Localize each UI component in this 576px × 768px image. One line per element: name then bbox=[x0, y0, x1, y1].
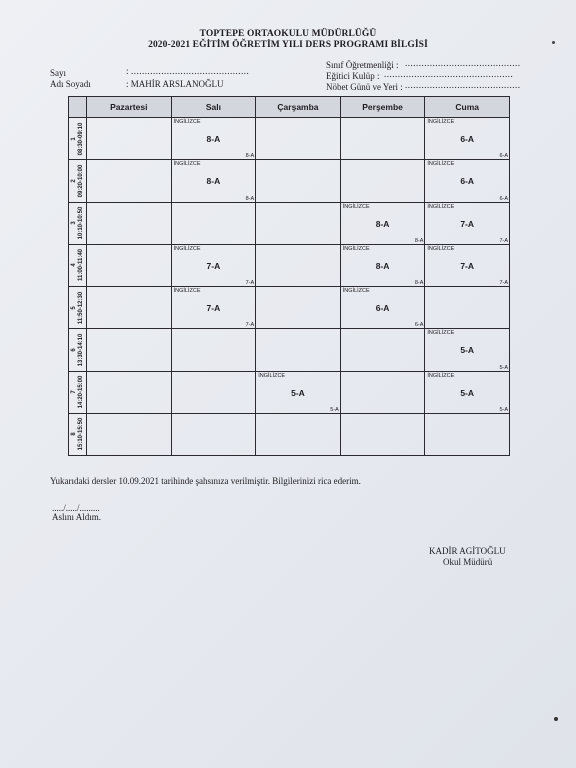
cell-p4-persembe bbox=[340, 244, 425, 286]
lesson-class-small: 6-A bbox=[414, 322, 424, 329]
lesson-subject: İNGİLİZCE bbox=[173, 245, 201, 252]
period-row-5 bbox=[69, 287, 510, 329]
cell-p4-cuma bbox=[425, 244, 510, 286]
day-header-sali: Salı bbox=[171, 97, 256, 118]
cell-p4-sali bbox=[171, 244, 256, 286]
lesson-subject: İNGİLİZCE bbox=[173, 161, 201, 168]
day-header-carsamba: Çarşamba bbox=[256, 97, 341, 118]
lesson-class: 5-A bbox=[291, 387, 305, 398]
date-dots: ...../...../......... bbox=[52, 503, 100, 513]
signer-name: KADİR AGİTOĞLU bbox=[429, 546, 506, 556]
lesson-class-small: 8-A bbox=[414, 237, 424, 244]
lesson-class: 5-A bbox=[460, 345, 475, 356]
school-title: TOPTEPE ORTAOKULU MÜDÜRLÜĞÜ bbox=[199, 29, 377, 39]
corner-cell bbox=[69, 97, 87, 118]
cell-p1-sali bbox=[171, 118, 256, 160]
lesson-class: 6-A bbox=[460, 134, 475, 144]
cell-p1-carsamba bbox=[256, 118, 341, 160]
period-label-1: 1 08:30-09:10 bbox=[69, 118, 87, 160]
cell-p7-pazartesi bbox=[87, 371, 172, 413]
lesson-class-small: 5-A bbox=[330, 406, 339, 413]
footer-note: Yukarıdaki dersler 10.09.2021 tarihinde şahsınıza verilmiştir. Bilgilerinizi rica ederim. bbox=[50, 476, 361, 486]
lesson-class-small: 7-A bbox=[245, 322, 255, 329]
lesson-class: 8-A bbox=[206, 176, 221, 187]
lesson-class-small: 8-A bbox=[245, 195, 255, 202]
nobet-gunu-dots: .......................................... bbox=[405, 80, 521, 90]
period-row-4 bbox=[69, 244, 510, 286]
period-label-8: 8 15:10-15:50 bbox=[69, 413, 87, 455]
cell-p7-carsamba bbox=[256, 371, 341, 413]
day-header-cuma: Cuma bbox=[425, 97, 510, 118]
cell-p1-persembe bbox=[340, 118, 425, 160]
lesson-subject: İNGİLİZCE bbox=[427, 372, 455, 379]
lesson-subject: İNGİLİZCE bbox=[427, 119, 455, 125]
lesson-subject: İNGİLİZCE bbox=[258, 372, 286, 379]
cell-p6-sali bbox=[171, 329, 256, 371]
lesson-subject: İNGİLİZCE bbox=[173, 288, 201, 294]
lesson-subject: İNGİLİZCE bbox=[342, 203, 370, 210]
cell-p8-pazartesi bbox=[87, 413, 172, 455]
lesson-class-small: 7-A bbox=[499, 280, 508, 286]
nobet-gunu-label: Nöbet Günü ve Yeri : bbox=[326, 82, 403, 92]
egitici-kulup-label: Eğitici Kulüp : bbox=[326, 71, 380, 81]
lesson-class-small: 8-A bbox=[245, 153, 255, 160]
lesson-class: 8-A bbox=[375, 218, 390, 229]
lesson-class-small: 6-A bbox=[499, 153, 508, 160]
cell-p1-pazartesi bbox=[87, 118, 172, 160]
cell-p3-sali bbox=[171, 202, 256, 244]
period-label-5: 5 11:50-12:30 bbox=[69, 287, 87, 329]
sayi-label: Sayı bbox=[50, 68, 67, 78]
lesson-class: 6-A bbox=[375, 303, 390, 313]
cell-p7-persembe bbox=[340, 371, 425, 413]
adi-soyadi-value: : MAHİR ARSLANOĞLU bbox=[126, 79, 224, 89]
period-label-7: 7 14:20-15:00 bbox=[69, 371, 87, 413]
cell-p6-persembe bbox=[340, 329, 425, 371]
cell-p6-pazartesi bbox=[87, 329, 172, 371]
lesson-class-small: 7-A bbox=[245, 280, 255, 286]
period-label-3: 3 10:10-10:50 bbox=[69, 202, 87, 244]
day-header-pazartesi: Pazartesi bbox=[87, 97, 172, 118]
header-row bbox=[69, 97, 510, 118]
sinif-ogretmenligi-dots: .......................................... bbox=[405, 58, 521, 68]
cell-p7-cuma bbox=[425, 371, 510, 413]
cell-p4-pazartesi bbox=[87, 244, 172, 286]
cell-p3-persembe bbox=[340, 202, 425, 244]
lesson-subject: İNGİLİZCE bbox=[427, 203, 455, 210]
lesson-subject: İNGİLİZCE bbox=[342, 288, 370, 294]
schedule-table bbox=[68, 96, 510, 456]
cell-p4-carsamba bbox=[256, 244, 341, 286]
lesson-subject: İNGİLİZCE bbox=[427, 161, 455, 168]
period-row-2 bbox=[69, 160, 510, 202]
sayi-dots: ........................................... bbox=[131, 66, 250, 76]
egitici-kulup-dots: ............................................... bbox=[384, 69, 514, 79]
cell-p3-cuma bbox=[425, 202, 510, 244]
period-row-1 bbox=[69, 118, 510, 160]
cell-p8-sali bbox=[171, 413, 256, 455]
period-row-3 bbox=[69, 202, 510, 244]
cell-p2-cuma bbox=[425, 160, 510, 202]
lesson-class-small: 5-A bbox=[499, 364, 508, 371]
lesson-subject: İNGİLİZCE bbox=[342, 245, 370, 252]
cell-p5-sali bbox=[171, 287, 256, 329]
cell-p8-persembe bbox=[340, 413, 425, 455]
adi-soyadi-label: Adı Soyadı bbox=[50, 79, 91, 89]
lesson-subject: İNGİLİZCE bbox=[427, 330, 455, 337]
cell-p5-pazartesi bbox=[87, 287, 172, 329]
day-header-persembe: Perşembe bbox=[340, 97, 425, 118]
sayi-colon: : bbox=[126, 66, 130, 76]
cell-p5-persembe bbox=[340, 287, 425, 329]
lesson-class-small: 7-A bbox=[499, 237, 508, 244]
program-title: 2020-2021 EĞİTİM ÖĞRETİM YILI DERS PROGRAMI BİLGİSİ bbox=[148, 40, 428, 50]
lesson-subject: İNGİLİZCE bbox=[173, 119, 201, 125]
cell-p2-sali bbox=[171, 160, 256, 202]
lesson-class: 5-A bbox=[460, 387, 475, 398]
cell-p7-sali bbox=[171, 371, 256, 413]
lesson-class: 7-A bbox=[460, 260, 475, 271]
aslini-aldim: Aslını Aldım. bbox=[52, 512, 102, 522]
cell-p8-cuma bbox=[425, 413, 510, 455]
page-mark-dot bbox=[552, 41, 555, 44]
cell-p3-carsamba bbox=[256, 202, 341, 244]
cell-p2-pazartesi bbox=[87, 160, 172, 202]
lesson-class: 7-A bbox=[460, 218, 475, 229]
cell-p5-carsamba bbox=[256, 287, 341, 329]
lesson-class-small: 6-A bbox=[499, 195, 508, 202]
lesson-class-small: 5-A bbox=[499, 406, 508, 413]
lesson-class: 7-A bbox=[206, 303, 221, 313]
page-mark-dot bbox=[554, 717, 558, 721]
lesson-class: 8-A bbox=[206, 134, 221, 144]
cell-p3-pazartesi bbox=[87, 202, 172, 244]
period-row-8 bbox=[69, 413, 510, 455]
cell-p8-carsamba bbox=[256, 413, 341, 455]
cell-p2-carsamba bbox=[256, 160, 341, 202]
period-label-2: 2 09:20-10:00 bbox=[69, 160, 87, 202]
cell-p5-cuma bbox=[425, 287, 510, 329]
lesson-class: 8-A bbox=[375, 260, 390, 271]
cell-p2-persembe bbox=[340, 160, 425, 202]
lesson-class-small: 8-A bbox=[414, 280, 424, 286]
cell-p1-cuma bbox=[425, 118, 510, 160]
cell-p6-carsamba bbox=[256, 329, 341, 371]
lesson-subject: İNGİLİZCE bbox=[427, 245, 455, 252]
period-row-7 bbox=[69, 371, 510, 413]
cell-p6-cuma bbox=[425, 329, 510, 371]
sinif-ogretmenligi-label: Sınıf Öğretmenliği : bbox=[326, 60, 399, 70]
period-label-4: 4 11:00-11:40 bbox=[69, 244, 87, 286]
lesson-class: 6-A bbox=[460, 176, 475, 187]
period-label-6: 6 13:30-14:10 bbox=[69, 329, 87, 371]
period-row-6 bbox=[69, 329, 510, 371]
lesson-class: 7-A bbox=[206, 260, 221, 271]
signer-title: Okul Müdürü bbox=[443, 557, 493, 567]
